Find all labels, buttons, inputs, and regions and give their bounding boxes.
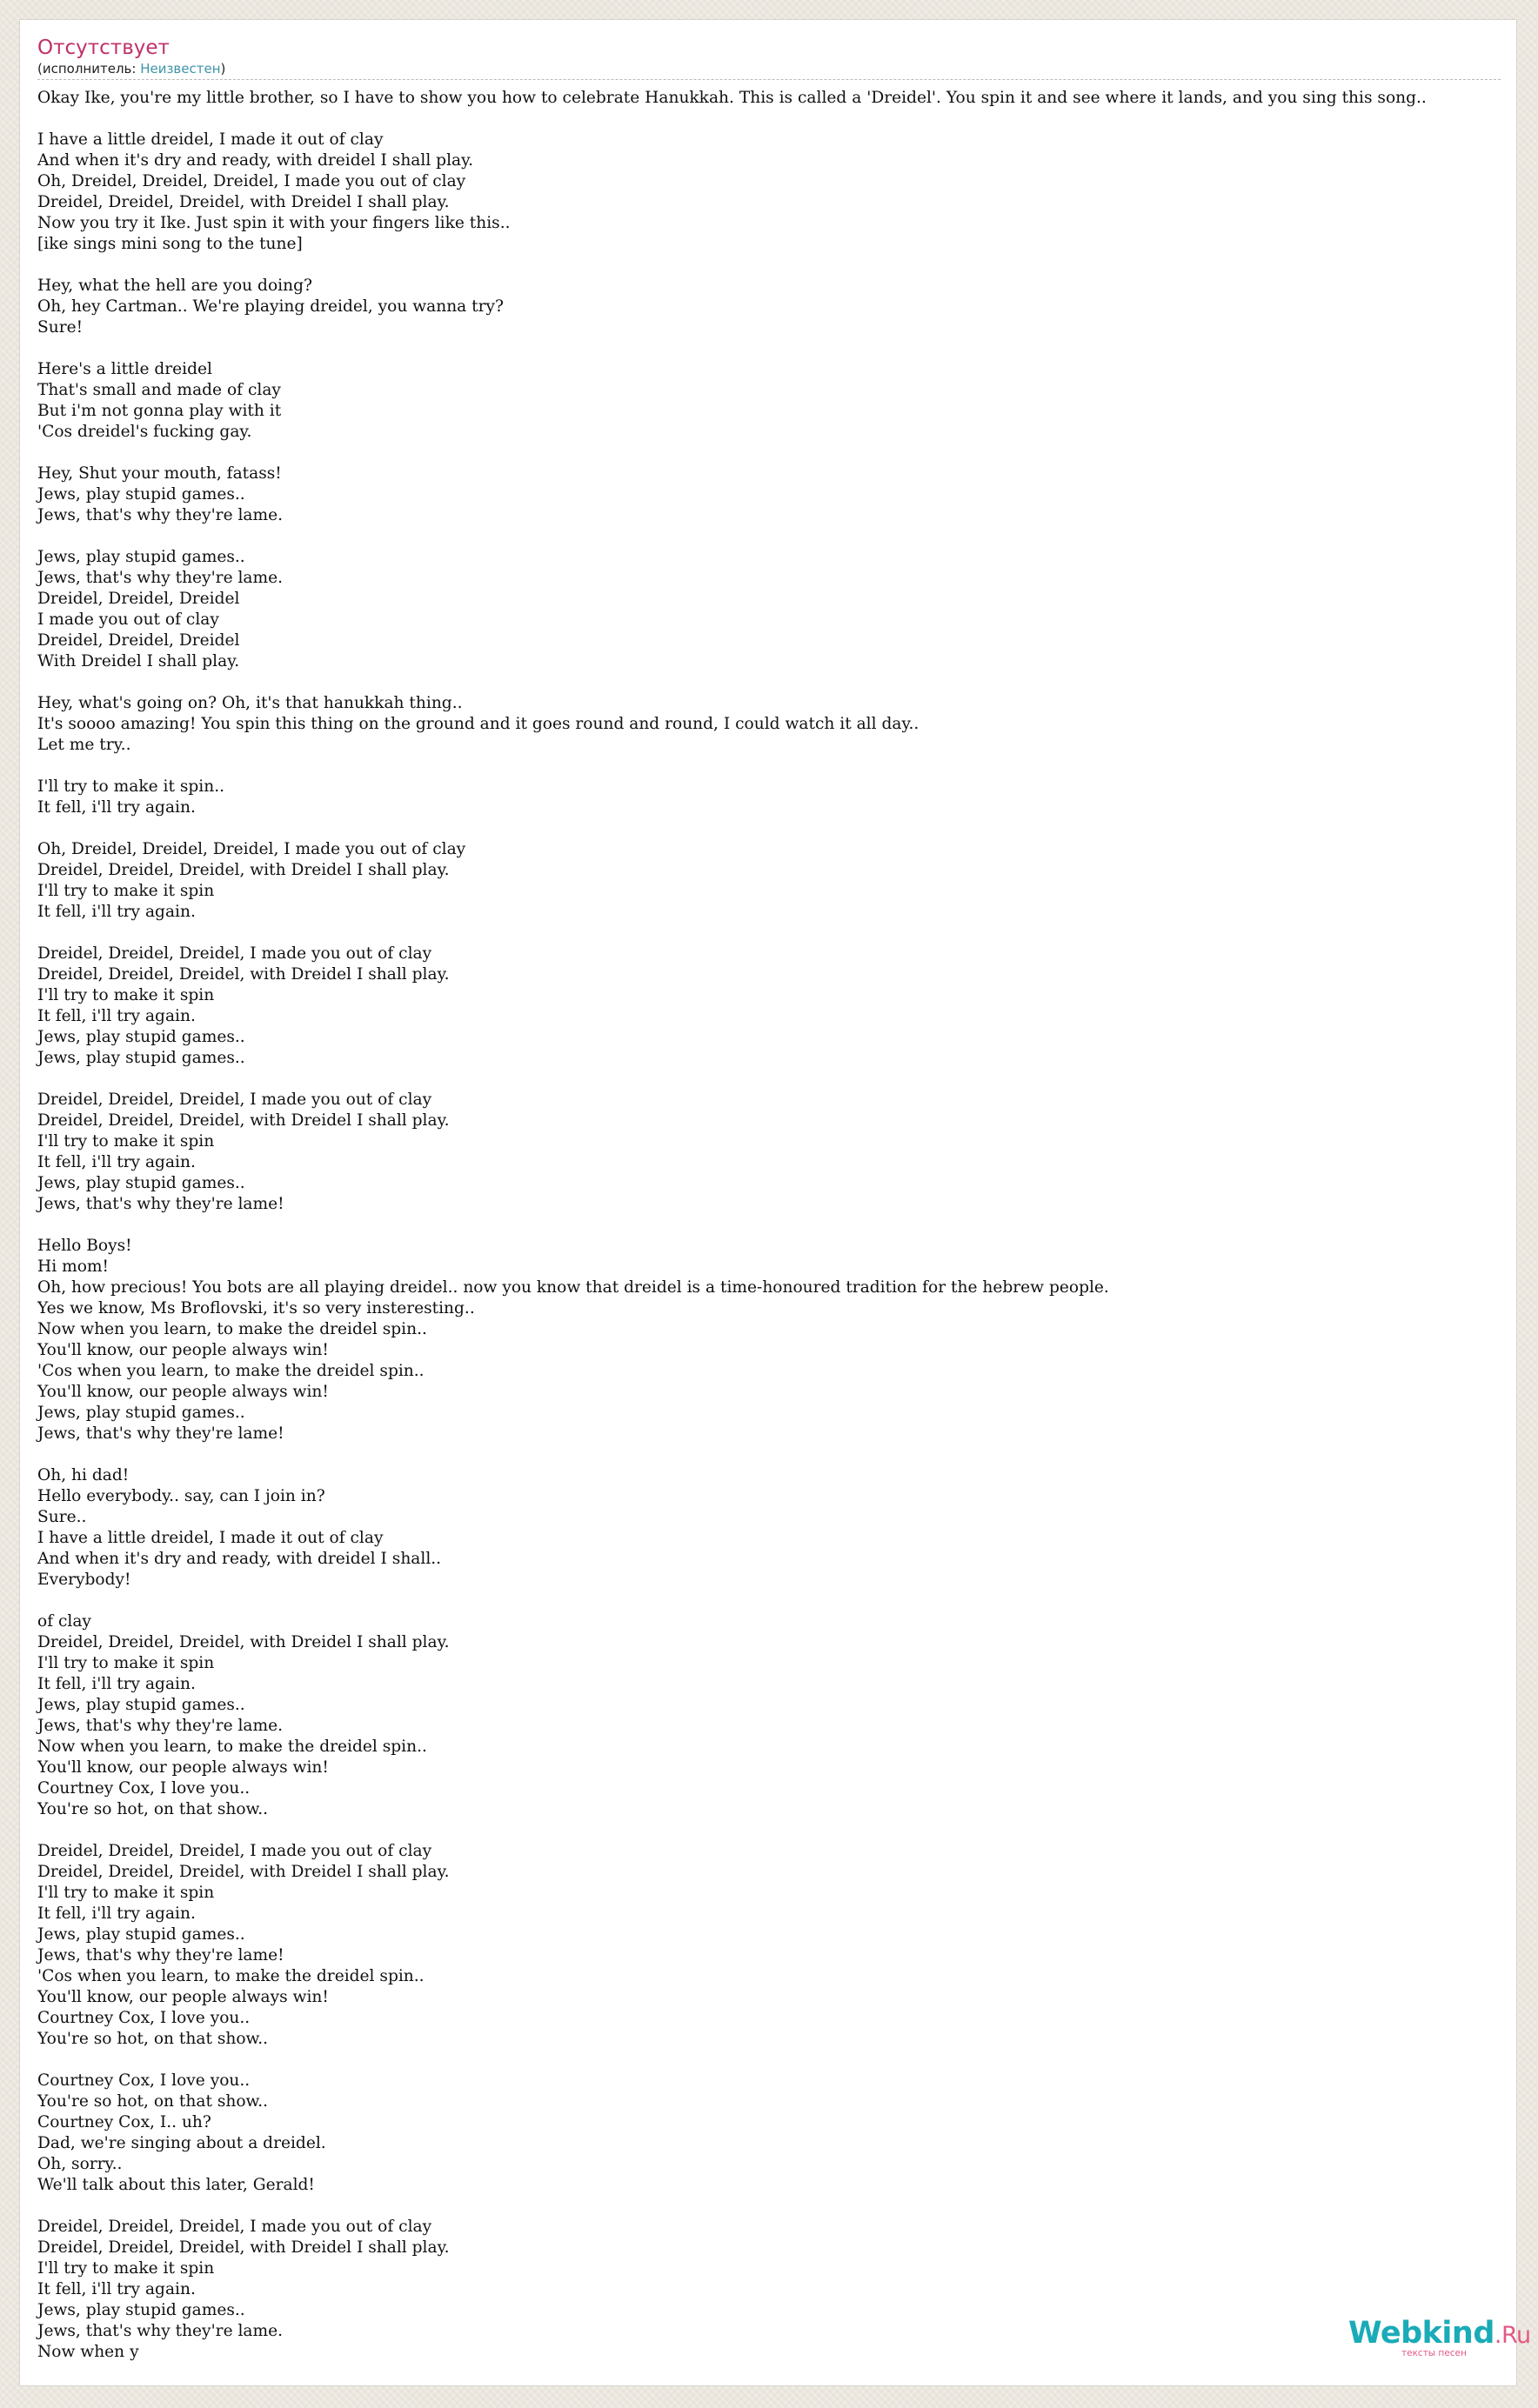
lyrics-text: Okay Ike, you're my little brother, so I have to show you how to celebrate Hanukkah. This is called a 'Dreidel'. You spin it and see where it lands, and you sing this song.. I have a little dreidel, I made it out of clay And when it's dry and ready, with dreidel I shall play. Oh, Dreidel, Dreidel, Dreidel, I made you out of clay Dreidel, Dreidel, Dreidel, with Dreidel I shall play. Now you try it Ike. Just spin it with your fingers like this.. [ike sings mini song to the tune] Hey, what the hell are you doing? Oh, hey Cartman.. We're playing dreidel, you wanna try? Sure! Here's a little dreidel That's small and made of clay But i'm not gonna play with it 'Cos dreidel's fucking gay. Hey, Shut your mouth, fatass! Jews, play stupid games.. Jews, that's why they're lame. Jews, play stupid games.. Jews, that's why they're lame. Dreidel, Dreidel, Dreidel I made you out of clay Dreidel, Dreidel, Dreidel With Dreidel I shall play. Hey, what's going on? Oh, it's that hanukkah thing.. It's soooo amazing! You spin this thing on the ground and it goes round and round, I could watch it all day.. Let me try.. I'll try to make it spin.. It fell, i'll try again. Oh, Dreidel, Dreidel, Dreidel, I made you out of clay Dreidel, Dreidel, Dreidel, with Dreidel I shall play. I'll try to make it spin It fell, i'll try again. Dreidel, Dreidel, Dreidel, I made you out of clay Dreidel, Dreidel, Dreidel, with Dreidel I shall play. I'll try to make it spin It fell, i'll try again. Jews, play stupid games.. Jews, play stupid games.. Dreidel, Dreidel, Dreidel, I made you out of clay Dreidel, Dreidel, Dreidel, with Dreidel I shall play. I'll try to make it spin It fell, i'll try again. Jews, play stupid games.. Jews, that's why they're lame! Hello Boys! Hi mom! Oh, how precious! You bots are all playing dreidel.. now you know that dreidel is a time-honoured tradition for the hebrew people. Yes we know, Ms Broflovski, it's so very insteresting.. Now when you learn, to make the dreidel spin.. You'll know, our people always win! 'Cos when you learn, to make the dreidel spin.. You'll know, our people always win! Jews, play stupid games.. Jews, that's why they're lame! Oh, hi dad! Hello everybody.. say, can I join in? Sure.. I have a little dreidel, I made it out of clay And when it's dry and ready, with dreidel I shall.. Everybody! of clay Dreidel, Dreidel, Dreidel, with Dreidel I shall play. I'll try to make it spin It fell, i'll try again. Jews, play stupid games.. Jews, that's why they're lame. Now when you learn, to make the dreidel spin.. You'll know, our people always win! Courtney Cox, I love you.. You're so hot, on that show.. Dreidel, Dreidel, Dreidel, I made you out of clay Dreidel, Dreidel, Dreidel, with Dreidel I shall play. I'll try to make it spin It fell, i'll try again. Jews, play stupid games.. Jews, that's why they're lame! 'Cos when you learn, to make the dreidel spin.. You'll know, our people always win! Courtney Cox, I love you.. You're so hot, on that show.. Courtney Cox, I love you.. You're so hot, on that show.. Courtney Cox, I.. uh? Dad, we're singing about a dreidel. Oh, sorry.. We'll talk about this later, Gerald! Dreidel, Dreidel, Dreidel, I made you out of clay Dreidel, Dreidel, Dreidel, with Dreidel I shall play. I'll try to make it spin It fell, i'll try again. Jews, play stupid games.. Jews, that's why they're lame. Now when y	[37, 89, 1427, 2361]
lyrics-page	[19, 19, 1517, 2386]
artist-line	[37, 61, 225, 77]
logo-suffix: .Ru	[1494, 2322, 1531, 2349]
logo-main-text: Webkind	[1348, 2316, 1495, 2351]
logo-tagline: тексты песен	[1401, 2348, 1467, 2358]
title-divider	[37, 79, 1501, 80]
artist-prefix: (исполнитель:	[37, 61, 141, 77]
artist-suffix: )	[220, 61, 226, 77]
artist-link[interactable]: Неизвестен	[140, 61, 221, 77]
site-logo[interactable]	[1348, 2316, 1531, 2359]
song-title: Отсутствует	[37, 37, 170, 59]
